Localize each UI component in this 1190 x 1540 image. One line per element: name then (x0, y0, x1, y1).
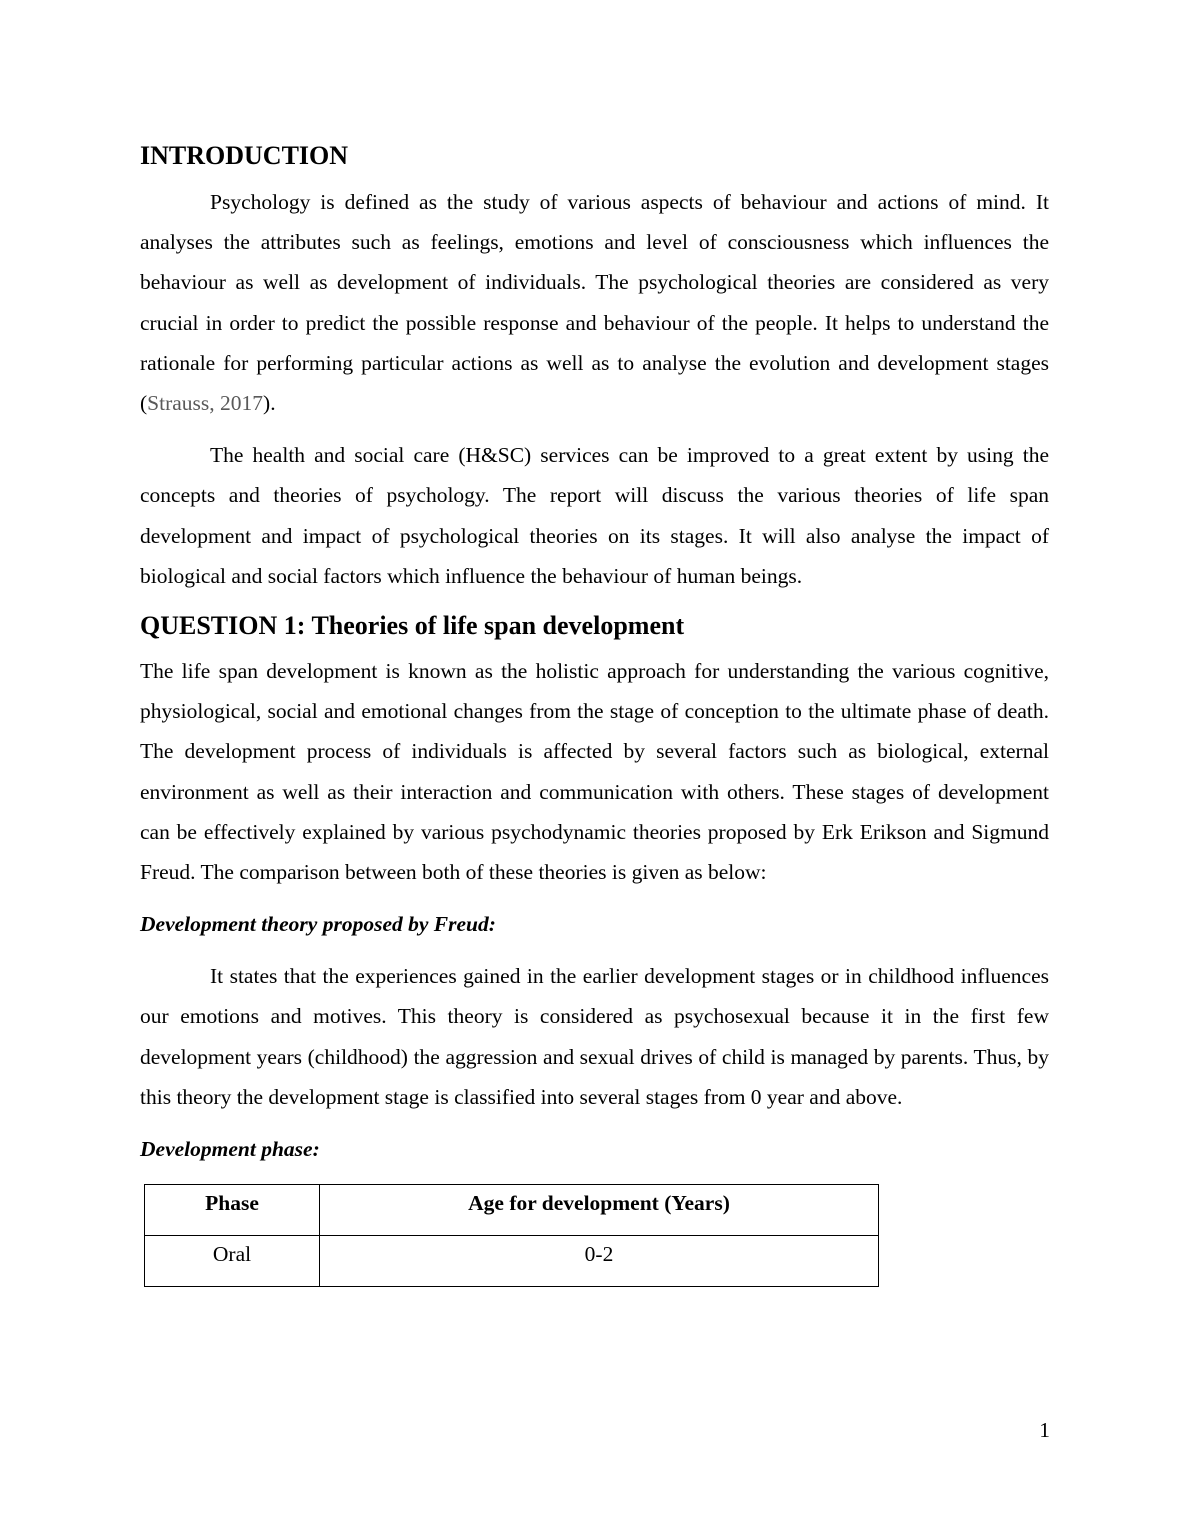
table-row (145, 1236, 879, 1287)
introduction-heading: INTRODUCTION (140, 141, 349, 170)
intro-paragraph-1-text: Psychology is defined as the study of various aspects of behaviour and actions of mind. It analyses the attributes such as feelings, emotions and level of consciousness which influences the behaviour as well as development of individuals. The psychological theories are considered as very crucial in order to predict the possible response and behaviour of the people. It helps to understand the rationale for performing particular actions as well as to analyse the evolution and development stages ( (140, 190, 1049, 416)
question-1-heading: QUESTION 1: Theories of life span development (140, 611, 685, 641)
freud-paragraph: It states that the experiences gained in the earlier development stages or in childhood influences our emotions and motives. This theory is considered as psychosexual because it in the first few development years (childhood) the aggression and sexual drives of child is managed by parents. Thus, by this theory the development stage is classified into several stages from 0 year and above. (140, 964, 1049, 1109)
document-page (140, 140, 1049, 1287)
question-1-paragraph: The life span development is known as the holistic approach for understanding the various cognitive, physiological, social and emotional changes from the stage of conception to the ultimate phase of death. The development process of individuals is affected by several factors such as biological, external environment as well as their interaction and communication with others. These stages of development can be effectively explained by various psychodynamic theories proposed by Erk Erikson and Sigmund Freud. The comparison between both of these theories is given as below: (140, 659, 1049, 885)
table-cell-age: 0-2 (320, 1236, 879, 1287)
intro-paragraph-1 (140, 182, 1049, 423)
table-header-phase: Phase (145, 1185, 320, 1236)
citation: Strauss, 2017 (147, 391, 264, 416)
page-number: 1 (1039, 1418, 1050, 1442)
table-header-age: Age for development (Years) (320, 1185, 879, 1236)
table-cell-phase: Oral (145, 1236, 320, 1287)
development-phase-table (144, 1184, 879, 1287)
table-header-row (145, 1185, 879, 1236)
intro-paragraph-2: The health and social care (H&SC) services can be improved to a great extent by using the concepts and theories of psychology. The report will discuss the various theories of life span development and impact of psychological theories on its stages. It will also analyse the impact of biological and social factors which influence the behaviour of human beings. (140, 443, 1049, 588)
freud-subheading: Development theory proposed by Freud: (140, 912, 496, 937)
phase-subheading: Development phase: (140, 1137, 320, 1162)
intro-paragraph-1-end: ). (263, 391, 276, 416)
